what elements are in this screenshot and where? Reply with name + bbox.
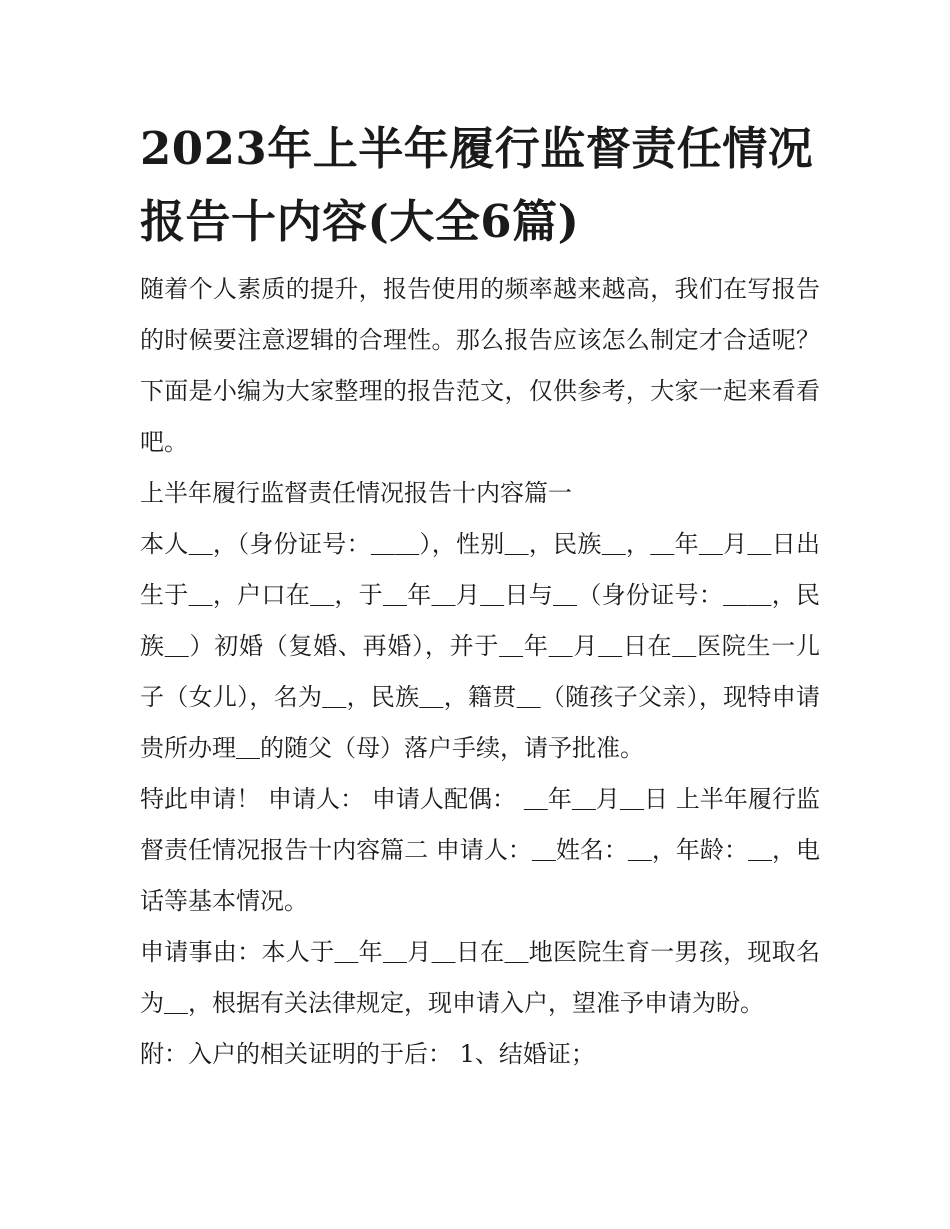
paragraph-application-reason: 申请事由：本人于＿年＿月＿日在＿地医院生育一男孩，现取名为＿，根据有关法律规定，现申请入户，望准予申请为盼。 [140, 938, 820, 1017]
paragraph-application-body: 本人＿，（身份证号：＿＿），性别＿，民族＿，＿年＿月＿日出生于＿，户口在＿，于＿年＿月＿日与＿（身份证号：＿＿，民族＿）初婚（复婚、再婚），并于＿年＿月＿日在＿医院生一儿子（女儿），名为＿，民族＿，籍贯＿（随孩子父亲），现特申请贵所办理＿的随父（母）落户手续，请予批准。 [140, 530, 820, 762]
document-page [140, 112, 820, 1080]
paragraph-section-heading-1: 上半年履行监督责任情况报告十内容篇一 [140, 479, 572, 507]
paragraph-signature-section-2: 特此申请！ 申请人： 申请人配偶： ＿年＿月＿日 上半年履行监督责任情况报告十内容篇二 申请人：＿姓名：＿，年龄：＿，电话等基本情况。 [140, 785, 820, 915]
paragraph-attachments: 附：入户的相关证明的于后： 1、结婚证； [140, 1040, 595, 1068]
paragraph-intro: 随着个人素质的提升，报告使用的频率越来越高，我们在写报告的时候要注意逻辑的合理性。那么报告应该怎么制定才合适呢？下面是小编为大家整理的报告范文，仅供参考，大家一起来看看吧。 [140, 275, 820, 456]
document-title: 2023年上半年履行监督责任情况报告十内容(大全6篇) [140, 122, 814, 248]
